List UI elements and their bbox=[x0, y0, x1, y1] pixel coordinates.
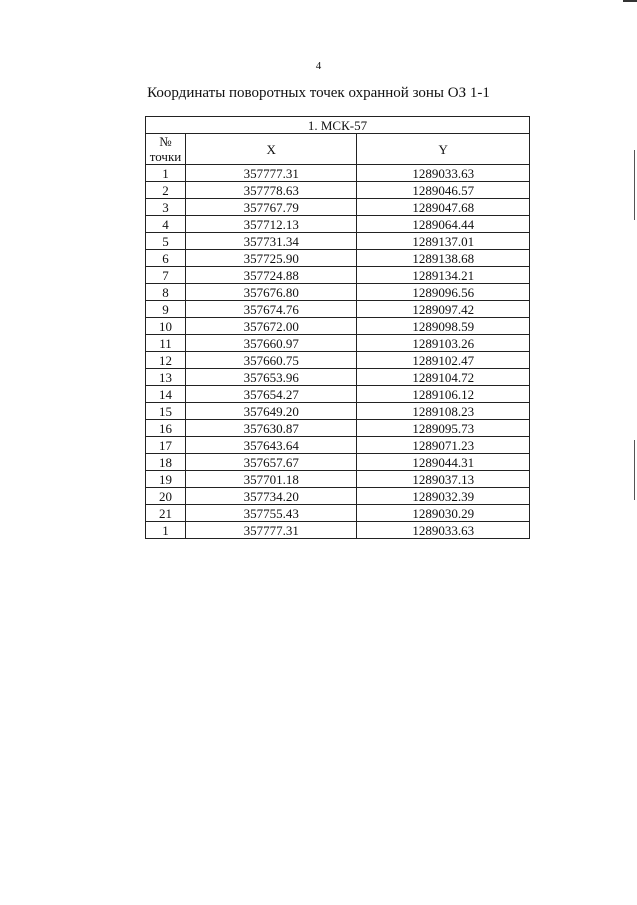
y-coordinate-cell: 1289033.63 bbox=[357, 165, 530, 182]
x-coordinate-cell: 357777.31 bbox=[185, 522, 357, 539]
point-number-cell: 11 bbox=[146, 335, 186, 352]
y-coordinate-cell: 1289064.44 bbox=[357, 216, 530, 233]
table-row bbox=[146, 386, 530, 403]
table-row bbox=[146, 454, 530, 471]
x-coordinate-cell: 357660.75 bbox=[185, 352, 357, 369]
y-coordinate-cell: 1289108.23 bbox=[357, 403, 530, 420]
x-coordinate-cell: 357724.88 bbox=[185, 267, 357, 284]
document-title: Координаты поворотных точек охранной зоны ОЗ 1-1 bbox=[147, 85, 490, 101]
y-coordinate-cell: 1289071.23 bbox=[357, 437, 530, 454]
point-number-cell: 19 bbox=[146, 471, 186, 488]
x-coordinate-cell: 357657.67 bbox=[185, 454, 357, 471]
table-row bbox=[146, 165, 530, 182]
x-coordinate-cell: 357674.76 bbox=[185, 301, 357, 318]
point-number-header-symbol: № bbox=[159, 134, 172, 149]
y-coordinate-cell: 1289030.29 bbox=[357, 505, 530, 522]
point-number-cell: 8 bbox=[146, 284, 186, 301]
point-number-cell: 18 bbox=[146, 454, 186, 471]
y-coordinate-cell: 1289134.21 bbox=[357, 267, 530, 284]
table-row bbox=[146, 522, 530, 539]
table-row bbox=[146, 505, 530, 522]
y-coordinate-cell: 1289106.12 bbox=[357, 386, 530, 403]
table-row bbox=[146, 182, 530, 199]
point-number-cell: 21 bbox=[146, 505, 186, 522]
scan-side-mark bbox=[634, 440, 635, 500]
x-coordinate-cell: 357725.90 bbox=[185, 250, 357, 267]
table-row bbox=[146, 301, 530, 318]
table-row bbox=[146, 369, 530, 386]
y-coordinate-cell: 1289095.73 bbox=[357, 420, 530, 437]
table-row bbox=[146, 199, 530, 216]
table-row bbox=[146, 488, 530, 505]
table-row bbox=[146, 250, 530, 267]
point-number-header-word: точки bbox=[149, 149, 182, 164]
table-row bbox=[146, 352, 530, 369]
point-number-cell: 14 bbox=[146, 386, 186, 403]
y-coordinate-cell: 1289037.13 bbox=[357, 471, 530, 488]
x-column-header: X bbox=[185, 134, 357, 165]
point-number-cell: 2 bbox=[146, 182, 186, 199]
y-coordinate-cell: 1289137.01 bbox=[357, 233, 530, 250]
table-row bbox=[146, 216, 530, 233]
table-row bbox=[146, 437, 530, 454]
scan-edge-mark bbox=[623, 0, 637, 2]
point-number-cell: 9 bbox=[146, 301, 186, 318]
page-number: 4 bbox=[315, 60, 322, 72]
x-coordinate-cell: 357643.64 bbox=[185, 437, 357, 454]
y-coordinate-cell: 1289046.57 bbox=[357, 182, 530, 199]
y-coordinate-cell: 1289033.63 bbox=[357, 522, 530, 539]
y-coordinate-cell: 1289098.59 bbox=[357, 318, 530, 335]
table-row bbox=[146, 471, 530, 488]
point-number-cell: 17 bbox=[146, 437, 186, 454]
table-row bbox=[146, 335, 530, 352]
point-number-cell: 20 bbox=[146, 488, 186, 505]
point-number-cell: 5 bbox=[146, 233, 186, 250]
y-coordinate-cell: 1289138.68 bbox=[357, 250, 530, 267]
table-row bbox=[146, 318, 530, 335]
point-number-cell: 3 bbox=[146, 199, 186, 216]
y-coordinate-cell: 1289096.56 bbox=[357, 284, 530, 301]
point-number-cell: 16 bbox=[146, 420, 186, 437]
y-coordinate-cell: 1289032.39 bbox=[357, 488, 530, 505]
x-coordinate-cell: 357755.43 bbox=[185, 505, 357, 522]
y-coordinate-cell: 1289104.72 bbox=[357, 369, 530, 386]
x-coordinate-cell: 357777.31 bbox=[185, 165, 357, 182]
table-row bbox=[146, 284, 530, 301]
point-number-cell: 15 bbox=[146, 403, 186, 420]
x-coordinate-cell: 357660.97 bbox=[185, 335, 357, 352]
coordinates-table bbox=[145, 116, 530, 539]
x-coordinate-cell: 357731.34 bbox=[185, 233, 357, 250]
x-coordinate-cell: 357630.87 bbox=[185, 420, 357, 437]
table-row bbox=[146, 267, 530, 284]
y-coordinate-cell: 1289102.47 bbox=[357, 352, 530, 369]
y-coordinate-cell: 1289103.26 bbox=[357, 335, 530, 352]
scan-side-mark bbox=[634, 150, 635, 220]
x-coordinate-cell: 357767.79 bbox=[185, 199, 357, 216]
point-number-cell: 7 bbox=[146, 267, 186, 284]
point-number-cell: 1 bbox=[146, 165, 186, 182]
table-row bbox=[146, 420, 530, 437]
table-row bbox=[146, 403, 530, 420]
point-number-cell: 13 bbox=[146, 369, 186, 386]
x-coordinate-cell: 357676.80 bbox=[185, 284, 357, 301]
coordinate-system-header: 1. МСК-57 bbox=[146, 117, 530, 134]
point-number-cell: 12 bbox=[146, 352, 186, 369]
x-coordinate-cell: 357649.20 bbox=[185, 403, 357, 420]
point-number-cell: 6 bbox=[146, 250, 186, 267]
x-coordinate-cell: 357778.63 bbox=[185, 182, 357, 199]
coordinates-body bbox=[146, 165, 530, 539]
y-coordinate-cell: 1289047.68 bbox=[357, 199, 530, 216]
x-coordinate-cell: 357701.18 bbox=[185, 471, 357, 488]
point-number-cell: 4 bbox=[146, 216, 186, 233]
table-row bbox=[146, 233, 530, 250]
x-coordinate-cell: 357653.96 bbox=[185, 369, 357, 386]
point-number-cell: 1 bbox=[146, 522, 186, 539]
x-coordinate-cell: 357712.13 bbox=[185, 216, 357, 233]
point-number-cell: 10 bbox=[146, 318, 186, 335]
x-coordinate-cell: 357734.20 bbox=[185, 488, 357, 505]
y-coordinate-cell: 1289097.42 bbox=[357, 301, 530, 318]
x-coordinate-cell: 357672.00 bbox=[185, 318, 357, 335]
point-number-header bbox=[146, 134, 186, 165]
y-coordinate-cell: 1289044.31 bbox=[357, 454, 530, 471]
y-column-header: Y bbox=[357, 134, 530, 165]
x-coordinate-cell: 357654.27 bbox=[185, 386, 357, 403]
